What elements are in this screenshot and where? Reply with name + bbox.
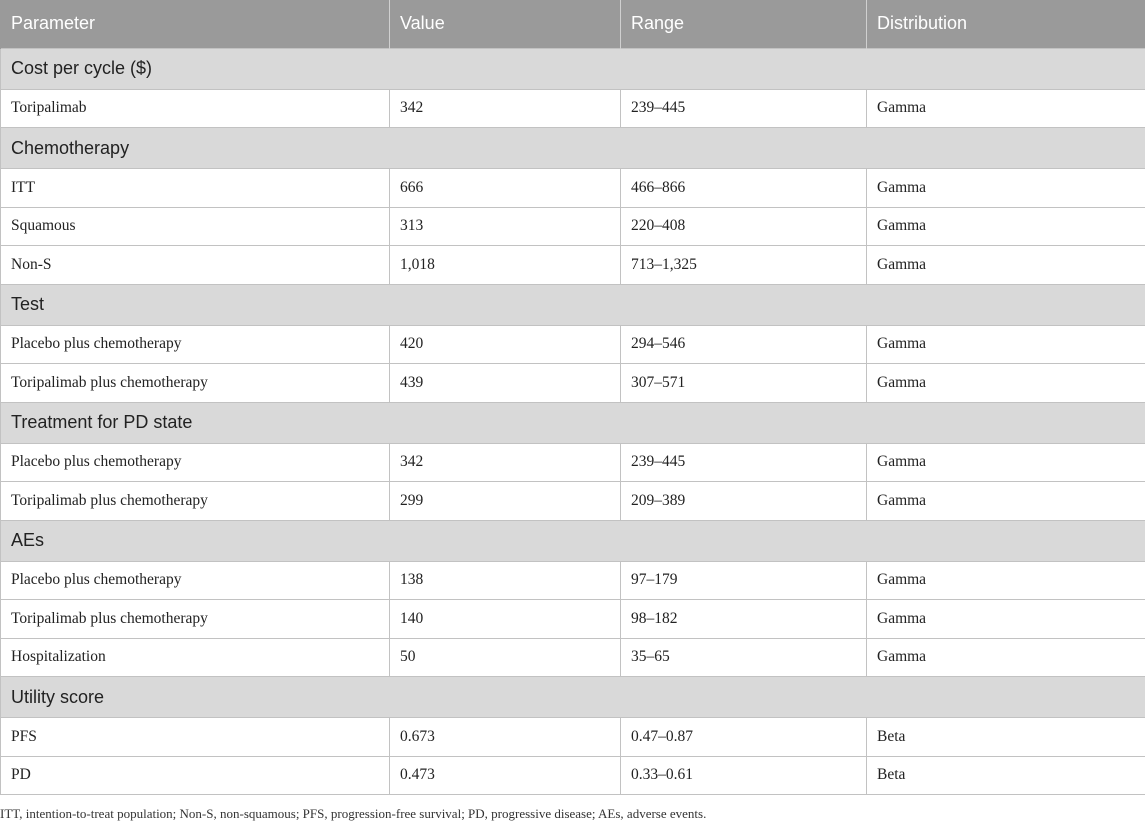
cell-value: 140 bbox=[390, 600, 621, 639]
header-range: Range bbox=[621, 0, 867, 48]
table-body bbox=[1, 48, 1145, 795]
cell-distribution: Gamma bbox=[867, 325, 1145, 364]
section-title: Utility score bbox=[1, 677, 1145, 718]
cell-parameter: Hospitalization bbox=[1, 638, 390, 677]
cell-range: 466–866 bbox=[621, 169, 867, 208]
cell-distribution: Gamma bbox=[867, 561, 1145, 600]
cell-parameter: PFS bbox=[1, 718, 390, 757]
cell-range: 98–182 bbox=[621, 600, 867, 639]
cell-distribution: Gamma bbox=[867, 246, 1145, 285]
cell-value: 1,018 bbox=[390, 246, 621, 285]
cell-range: 307–571 bbox=[621, 364, 867, 403]
table-row bbox=[1, 561, 1145, 600]
header-parameter: Parameter bbox=[1, 0, 390, 48]
cell-parameter: Placebo plus chemotherapy bbox=[1, 325, 390, 364]
cell-value: 342 bbox=[390, 443, 621, 482]
cell-parameter: Toripalimab bbox=[1, 89, 390, 128]
cell-value: 0.473 bbox=[390, 756, 621, 795]
cell-range: 713–1,325 bbox=[621, 246, 867, 285]
cell-value: 50 bbox=[390, 638, 621, 677]
cell-parameter: Placebo plus chemotherapy bbox=[1, 443, 390, 482]
cell-range: 0.33–0.61 bbox=[621, 756, 867, 795]
header-distribution: Distribution bbox=[867, 0, 1145, 48]
cell-range: 294–546 bbox=[621, 325, 867, 364]
cell-range: 0.47–0.87 bbox=[621, 718, 867, 757]
section-row bbox=[1, 284, 1145, 325]
cell-distribution: Gamma bbox=[867, 600, 1145, 639]
cell-distribution: Gamma bbox=[867, 169, 1145, 208]
cell-distribution: Gamma bbox=[867, 364, 1145, 403]
section-title: AEs bbox=[1, 520, 1145, 561]
cell-parameter: ITT bbox=[1, 169, 390, 208]
cell-parameter: Squamous bbox=[1, 207, 390, 246]
section-title: Chemotherapy bbox=[1, 128, 1145, 169]
section-row bbox=[1, 402, 1145, 443]
cell-range: 220–408 bbox=[621, 207, 867, 246]
table-row bbox=[1, 207, 1145, 246]
cell-distribution: Gamma bbox=[867, 638, 1145, 677]
cell-distribution: Beta bbox=[867, 718, 1145, 757]
cell-parameter: Placebo plus chemotherapy bbox=[1, 561, 390, 600]
cell-range: 239–445 bbox=[621, 89, 867, 128]
cell-value: 666 bbox=[390, 169, 621, 208]
header-row bbox=[1, 0, 1145, 48]
cell-range: 35–65 bbox=[621, 638, 867, 677]
section-row bbox=[1, 48, 1145, 89]
table-row bbox=[1, 756, 1145, 795]
table-row bbox=[1, 718, 1145, 757]
cell-value: 439 bbox=[390, 364, 621, 403]
cell-value: 138 bbox=[390, 561, 621, 600]
section-title: Treatment for PD state bbox=[1, 402, 1145, 443]
table-row bbox=[1, 364, 1145, 403]
cell-value: 0.673 bbox=[390, 718, 621, 757]
table-row bbox=[1, 325, 1145, 364]
table-footnote: ITT, intention-to-treat population; Non-S, non-squamous; PFS, progression-free survival; PD, progressive disease; AEs, adverse events. bbox=[0, 806, 707, 821]
cell-parameter: Toripalimab plus chemotherapy bbox=[1, 482, 390, 521]
table-row bbox=[1, 443, 1145, 482]
section-row bbox=[1, 128, 1145, 169]
cell-parameter: Toripalimab plus chemotherapy bbox=[1, 600, 390, 639]
cell-parameter: Toripalimab plus chemotherapy bbox=[1, 364, 390, 403]
table-header bbox=[1, 0, 1145, 48]
table-row bbox=[1, 638, 1145, 677]
cell-parameter: Non-S bbox=[1, 246, 390, 285]
cell-distribution: Gamma bbox=[867, 89, 1145, 128]
cell-distribution: Gamma bbox=[867, 443, 1145, 482]
section-title: Cost per cycle ($) bbox=[1, 48, 1145, 89]
section-title: Test bbox=[1, 284, 1145, 325]
cell-distribution: Gamma bbox=[867, 207, 1145, 246]
table-row bbox=[1, 246, 1145, 285]
section-row bbox=[1, 677, 1145, 718]
cell-value: 299 bbox=[390, 482, 621, 521]
cell-range: 239–445 bbox=[621, 443, 867, 482]
header-value: Value bbox=[390, 0, 621, 48]
cell-range: 209–389 bbox=[621, 482, 867, 521]
cell-value: 313 bbox=[390, 207, 621, 246]
cell-distribution: Beta bbox=[867, 756, 1145, 795]
cell-value: 342 bbox=[390, 89, 621, 128]
cell-parameter: PD bbox=[1, 756, 390, 795]
section-row bbox=[1, 520, 1145, 561]
cell-distribution: Gamma bbox=[867, 482, 1145, 521]
cell-value: 420 bbox=[390, 325, 621, 364]
table-row bbox=[1, 482, 1145, 521]
table-row bbox=[1, 169, 1145, 208]
table-row bbox=[1, 600, 1145, 639]
table-row bbox=[1, 89, 1145, 128]
cell-range: 97–179 bbox=[621, 561, 867, 600]
